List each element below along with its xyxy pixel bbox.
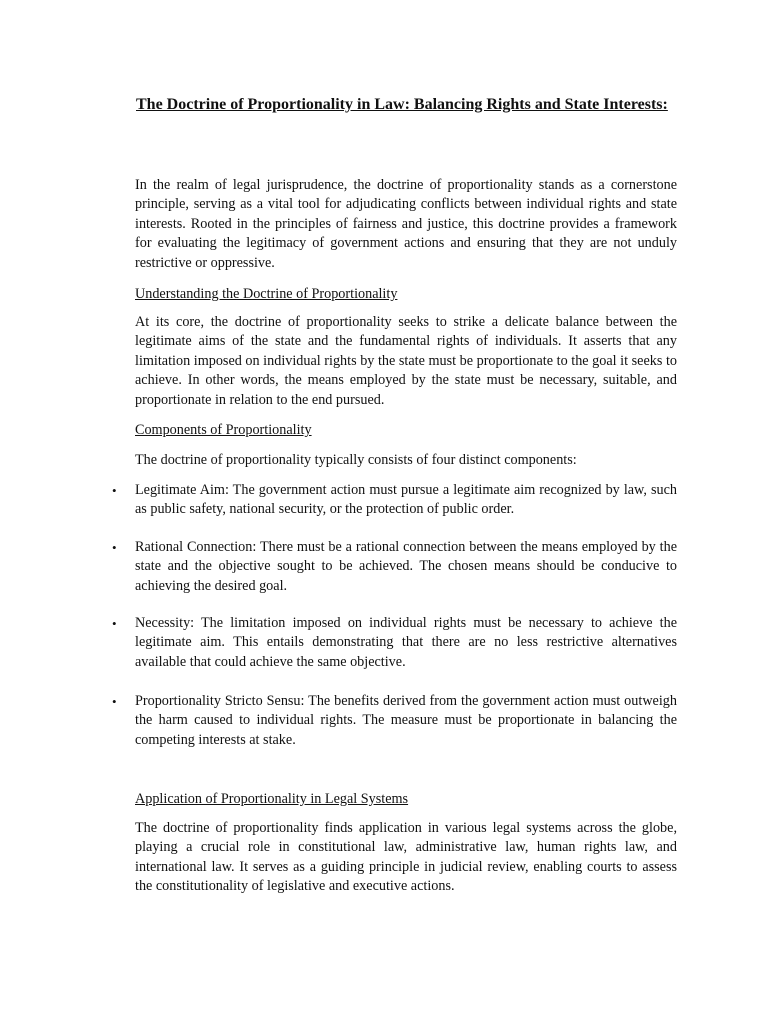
section-body-understanding: At its core, the doctrine of proportionality seeks to strike a delicate balance between the legitimate aims of the state and the fundamental rights of individuals. It asserts that any limitation imposed on individual rights by the state must be proportionate to the goal it seeks to achieve. In other words, the means employed by the state must be necessary, suitable, and proportionate in relation to the end pursued. <box>135 314 677 408</box>
list-item-rational-connection <box>112 538 677 596</box>
document-title: The Doctrine of Proportionality in Law: Balancing Rights and State Interests: <box>136 96 668 113</box>
section-body-components: The doctrine of proportionality typically consists of four distinct components: <box>135 452 577 468</box>
bullet-icon: • <box>112 483 117 498</box>
list-item-necessity <box>112 614 677 672</box>
list-item-legitimate-aim <box>112 481 677 520</box>
list-item-text: Proportionality Stricto Sensu: The benefits derived from the government action must outweigh the harm caused to individual rights. The measure must be proportionate in balancing the competing interests at stake. <box>135 693 677 748</box>
list-item-stricto-sensu <box>112 692 677 750</box>
bullet-icon: • <box>112 616 117 631</box>
list-item-text: Rational Connection: There must be a rational connection between the means employed by the state and the objective sought to be achieved. The chosen means should be conducive to achieving the desired goal. <box>135 539 677 594</box>
intro-paragraph: In the realm of legal jurisprudence, the doctrine of proportionality stands as a cornerstone principle, serving as a vital tool for adjudicating conflicts between individual rights and state interests. Rooted in the principles of fairness and justice, this doctrine provides a framework for evaluating the legitimacy of government actions and ensuring that they are not unduly restrictive or oppressive. <box>135 177 677 271</box>
section-heading-application: Application of Proportionality in Legal Systems <box>135 791 409 807</box>
bullet-icon: • <box>112 540 117 555</box>
bullet-icon: • <box>112 694 117 709</box>
section-heading-components: Components of Proportionality <box>135 422 312 438</box>
section-heading-understanding: Understanding the Doctrine of Proportionality <box>135 286 398 302</box>
section-body-application: The doctrine of proportionality finds application in various legal systems across the globe, playing a crucial role in constitutional law, administrative law, human rights law, and international law. It serves as a guiding principle in judicial review, enabling courts to assess the constitutionality of legislative and executive actions. <box>135 820 677 895</box>
list-item-text: Legitimate Aim: The government action must pursue a legitimate aim recognized by law, such as public safety, national security, or the protection of public order. <box>135 482 677 518</box>
list-item-text: Necessity: The limitation imposed on individual rights must be necessary to achieve the legitimate aim. This entails demonstrating that there are no less restrictive alternatives available that could achieve the same objective. <box>135 615 677 670</box>
